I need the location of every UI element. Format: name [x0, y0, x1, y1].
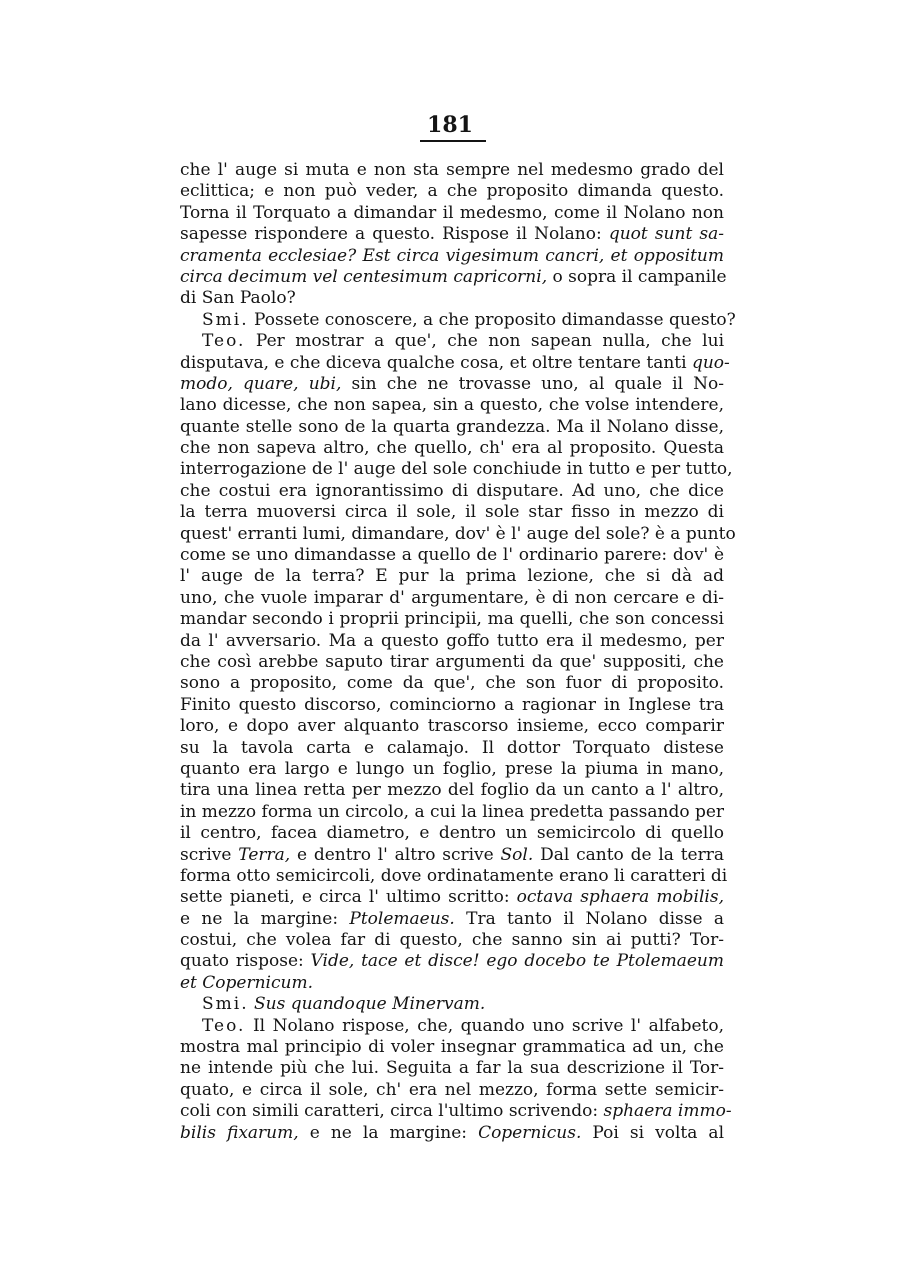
text-line — [180, 609, 724, 630]
speaker-label: Smi. — [202, 309, 249, 330]
text-run: che costui era ignorantissimo di disputare. Ad uno, che dice — [180, 480, 724, 501]
text-run: di San Paolo? — [180, 288, 296, 309]
text-line — [180, 395, 724, 416]
italic-run: sphaera immo- — [603, 1101, 732, 1122]
text-run: e ne la margine: — [298, 1122, 479, 1143]
text-line — [180, 459, 733, 480]
text-line — [180, 1101, 732, 1122]
italic-run: modo, quare, ubi, — [180, 373, 342, 394]
text-run: lano dicesse, che non sapea, sin a questo, che volse intendere, — [180, 395, 724, 416]
italic-run: bilis fixarum, — [180, 1122, 299, 1143]
text-line — [180, 331, 724, 352]
text-line — [180, 887, 724, 908]
text-line — [180, 823, 724, 844]
text-run: sin che ne trovasse uno, al quale il No- — [341, 373, 724, 394]
text-run: che l' auge si muta e non sta sempre nel medesmo grado del — [180, 160, 724, 180]
italic-run: quot sunt sa- — [608, 224, 725, 245]
text-run: Finito questo discorso, cominciorno a ragionar in Inglese tra — [180, 694, 724, 715]
text-run: in mezzo forma un circolo, a cui la linea predetta passando per — [180, 801, 725, 822]
text-run: coli con simili caratteri, circa l'ultimo scrivendo: — [180, 1101, 604, 1122]
text-run: quato rispose: — [180, 951, 311, 972]
text-run: come se uno dimandasse a quello de l' ordinario parere: dov' è — [180, 545, 724, 566]
text-run: Poi si volta al — [581, 1122, 725, 1143]
text-run: e ne la margine: — [180, 908, 350, 929]
text-line — [180, 780, 724, 801]
italic-run: circa decimum vel centesimum capricorni, — [180, 266, 548, 287]
text-line — [180, 865, 728, 887]
italic-run: cramenta ecclesiae? Est circa vigesimum cancri, et oppositum — [180, 245, 724, 266]
text-run: che così arebbe saputo tirar argumenti da que' suppositi, che — [180, 651, 724, 672]
italic-run: Ptolemaeus. — [349, 908, 455, 929]
text-line — [180, 203, 724, 224]
italic-run: Copernicus. — [478, 1122, 582, 1143]
text-line — [180, 1037, 724, 1058]
text-line — [180, 309, 736, 331]
text-run: ne intende più che lui. Seguita a far la sua descrizione il Tor- — [180, 1058, 724, 1079]
speaker-label: Smi. — [202, 994, 249, 1015]
speaker-label: Teo. — [202, 331, 246, 352]
text-run: loro, e dopo aver alquanto trascorso insieme, ecco comparir — [180, 716, 724, 737]
italic-run: Terra, — [238, 844, 291, 865]
text-line — [180, 266, 727, 288]
text-run: e dentro l' altro scrive — [290, 844, 501, 865]
italic-run: Sol. — [500, 844, 534, 865]
text-run: uno, che vuole imparar d' argumentare, è di non cercare e di- — [180, 587, 724, 608]
text-line — [180, 417, 724, 438]
text-run: o sopra il campanile — [547, 266, 727, 287]
text-run: quanto era largo e lungo un foglio, prese la piuma in mano, — [180, 758, 724, 779]
text-run: sono a proposito, come da que', che son fuor di proposito. — [180, 673, 724, 694]
text-line — [180, 631, 724, 652]
text-line — [180, 288, 724, 309]
text-line — [180, 930, 724, 951]
text-run: Il Nolano rispose, che, quando uno scrive l' alfabeto, — [245, 1015, 724, 1036]
text-line — [180, 1080, 724, 1101]
text-line — [180, 566, 724, 587]
italic-run: et Copernicum. — [180, 972, 313, 993]
italic-run: quo- — [691, 352, 730, 373]
text-run: mandar secondo i proprii principii, ma quelli, che son concessi — [180, 609, 724, 630]
text-line — [180, 438, 724, 459]
text-line — [180, 716, 724, 737]
text-line — [180, 652, 724, 673]
text-run: da l' avversario. Ma a questo goffo tutto era il medesmo, per — [180, 630, 724, 651]
text-line — [180, 695, 724, 716]
text-line — [180, 352, 730, 374]
text-run: Per mostrar a que', che non sapean nulla, che lui — [245, 331, 724, 352]
text-run: il centro, facea diametro, e dentro un semicircolo di quello — [180, 823, 724, 844]
text-run: tira una linea retta per mezzo del foglio da un canto a l' altro, — [180, 780, 724, 801]
text-line — [180, 845, 724, 866]
text-line — [180, 951, 724, 972]
text-line — [180, 160, 724, 181]
text-line — [180, 802, 724, 823]
text-line — [180, 374, 724, 395]
text-line — [180, 1123, 724, 1144]
text-run: scrive — [180, 844, 239, 865]
text-line — [180, 523, 736, 545]
text-run: quest' erranti lumi, dimandare, dov' è l' auge del sole? è a punto — [180, 523, 736, 544]
text-line — [180, 909, 724, 930]
body-text — [180, 160, 736, 1144]
text-run: mostra mal principio di voler insegnar grammatica ad un, che — [180, 1037, 724, 1058]
text-line — [180, 738, 724, 759]
text-run: Tra tanto il Nolano disse a — [454, 908, 724, 929]
text-line — [180, 481, 724, 502]
text-run: sette pianeti, e circa l' ultimo scritto: — [180, 887, 517, 908]
text-run: eclittica; e non può veder, a che proposito dimanda questo. — [180, 181, 724, 202]
text-run: Torna il Torquato a dimandar il medesmo, come il Nolano non — [180, 202, 724, 223]
text-run: quato, e circa il sole, ch' era nel mezzo, forma sette semicir- — [180, 1079, 724, 1100]
text-run: costui, che volea far di questo, che sanno sin ai putti? Tor- — [180, 930, 724, 951]
text-line — [180, 759, 724, 780]
text-line — [180, 673, 724, 694]
text-run: interrogazione de l' auge del sole conchiude in tutto e per tutto, — [180, 459, 733, 480]
text-line — [180, 973, 724, 994]
text-line — [180, 994, 724, 1015]
page-number: 181 — [427, 112, 473, 138]
text-line — [180, 1016, 724, 1037]
italic-run: octava sphaera mobilis, — [516, 887, 724, 908]
text-run: disputava, e che diceva qualche cosa, et oltre tentare tanti — [180, 352, 692, 373]
italic-run: Vide, tace et disce! ego docebo te Ptolemaeum — [310, 951, 724, 972]
text-line — [180, 181, 724, 202]
text-line — [180, 1058, 724, 1079]
italic-run: Sus quandoque Minervam. — [254, 994, 486, 1015]
text-run: l' auge de la terra? E pur la prima lezione, che si dà ad — [180, 566, 724, 587]
text-run: che non sapeva altro, che quello, ch' era al proposito. Questa — [180, 438, 724, 459]
text-run: sapesse rispondere a questo. Rispose il Nolano: — [180, 224, 609, 245]
page-number-rule — [420, 140, 486, 142]
text-run: quante stelle sono de la quarta grandezza. Ma il Nolano disse, — [180, 416, 724, 437]
text-line — [180, 224, 724, 245]
text-line — [180, 545, 724, 566]
speaker-label: Teo. — [202, 1015, 246, 1036]
text-line — [180, 246, 724, 267]
text-run: forma otto semicircoli, dove ordinatamente erano li caratteri di — [180, 865, 728, 886]
text-run: su la tavola carta e calamajo. Il dottor Torquato distese — [180, 737, 724, 758]
text-line — [180, 588, 724, 609]
text-run: Dal canto de la terra — [533, 844, 724, 865]
text-run: la terra muoversi circa il sole, il sole star fisso in mezzo di — [180, 502, 724, 523]
text-line — [180, 502, 724, 523]
text-run: Possete conoscere, a che proposito dimandasse questo? — [248, 309, 736, 330]
